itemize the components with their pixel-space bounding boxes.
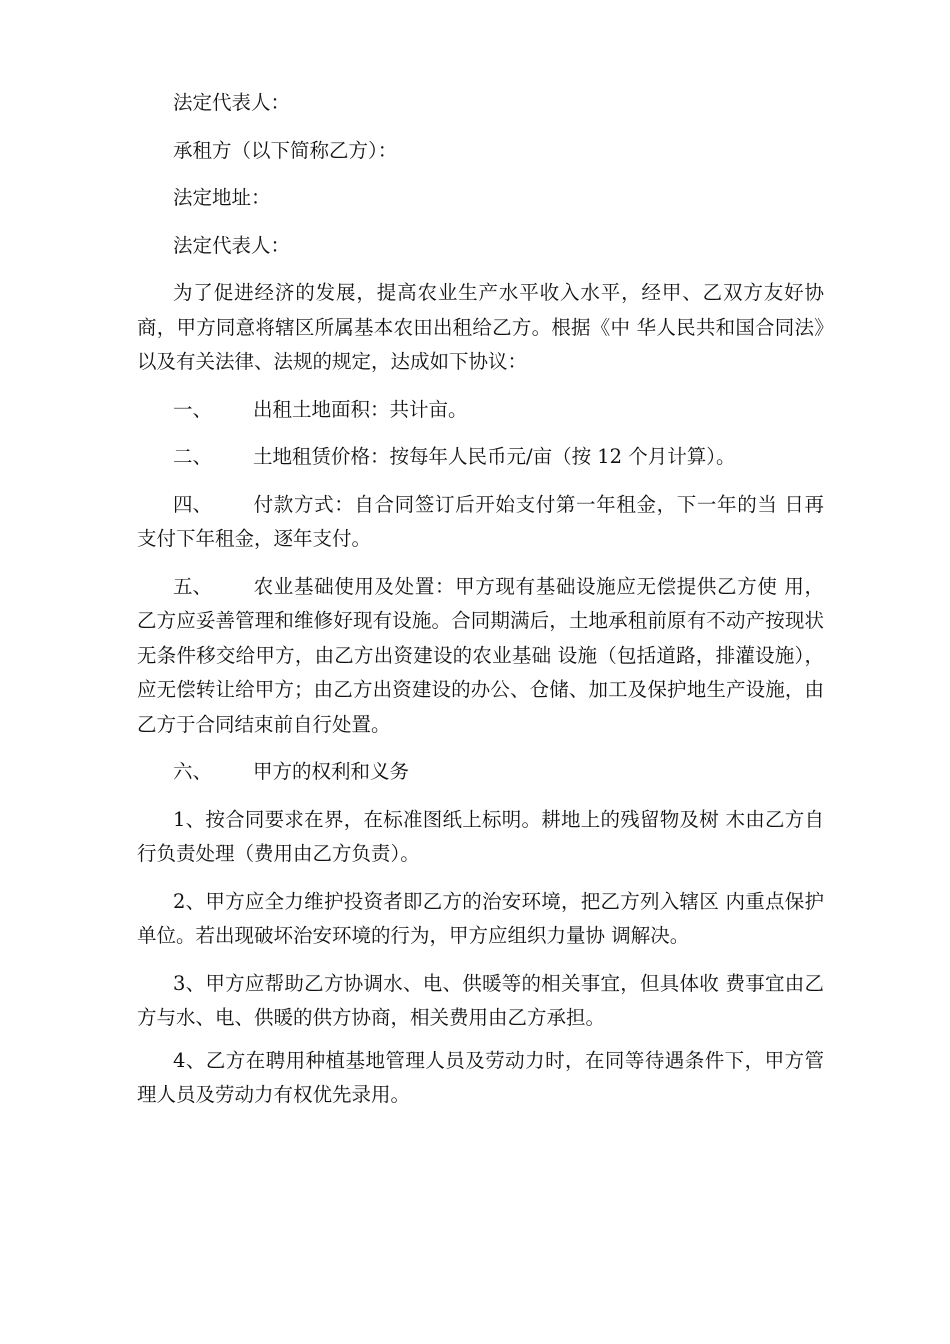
clause-number: 五、 [173,574,213,598]
clause-text: 付款方式：自合同签订后开始支付第一年租金，下一年的当 日再支付下年租金，逐年支付。 [137,492,824,550]
clause-4 [137,488,824,557]
clause-text: 出租土地面积：共计亩。 [253,397,468,421]
clause-number: 二、 [173,445,213,468]
clause-number: 一、 [173,397,213,421]
clause-number: 六、 [173,760,213,783]
clause-1 [137,393,824,428]
header-field-legal-rep-1: 法定代表人： [173,91,291,114]
clause-5 [137,570,824,743]
item-2: 2、甲方应全力维护投资者即乙方的治安环境，把乙方列入辖区 内重点保护单位。若出现破坏治安环境的行为，甲方应组织力量协 调解决。 [137,889,824,947]
item-3: 3、甲方应帮助乙方协调水、电、供暖等的相关事宜，但具体收 费事宜由乙方与水、电、供暖的供方协商，相关费用由乙方承担。 [137,971,824,1029]
header-field-legal-rep-2: 法定代表人： [173,233,291,257]
clause-text: 甲方的权利和义务 [253,760,410,783]
clause-number: 四、 [173,492,213,516]
clause-6 [137,755,824,790]
clause-text: 农业基础使用及处置：甲方现有基础设施应无偿提供乙方使 用，乙方应妥善管理和维修好现有设施。合同期满后，土地承租前原有不动产按现状无条件移交给甲方，由乙方出资建设的农业基础 设施（包括道路，排灌设施），应无偿转让给甲方；由乙方出资建设的办公、仓储、加工及保护地生产设施，由乙方于合同结束前自行处置。 [137,574,824,736]
intro-paragraph: 为了促进经济的发展，提高农业生产水平收入水平，经甲、乙双方友好协商，甲方同意将辖区所属基本农田出租给乙方。根据《中 华人民共和国合同法》以及有关法律、法规的规定，达成如下协议： [137,281,824,373]
item-4: 4、乙方在聘用种植基地管理人员及劳动力时，在同等待遇条件下，甲方管理人员及劳动力有权优先录用。 [137,1048,824,1106]
clause-text: 土地租赁价格：按每年人民币元/亩（按 12 个月计算）。 [253,445,736,468]
header-field-lessee: 承租方（以下简称乙方）： [173,138,398,162]
clause-2 [137,440,824,475]
header-field-legal-address: 法定地址： [173,186,271,209]
item-1: 1、按合同要求在界，在标准图纸上标明。耕地上的残留物及树 木由乙方自行负责处理（费用由乙方负责）。 [137,807,824,865]
